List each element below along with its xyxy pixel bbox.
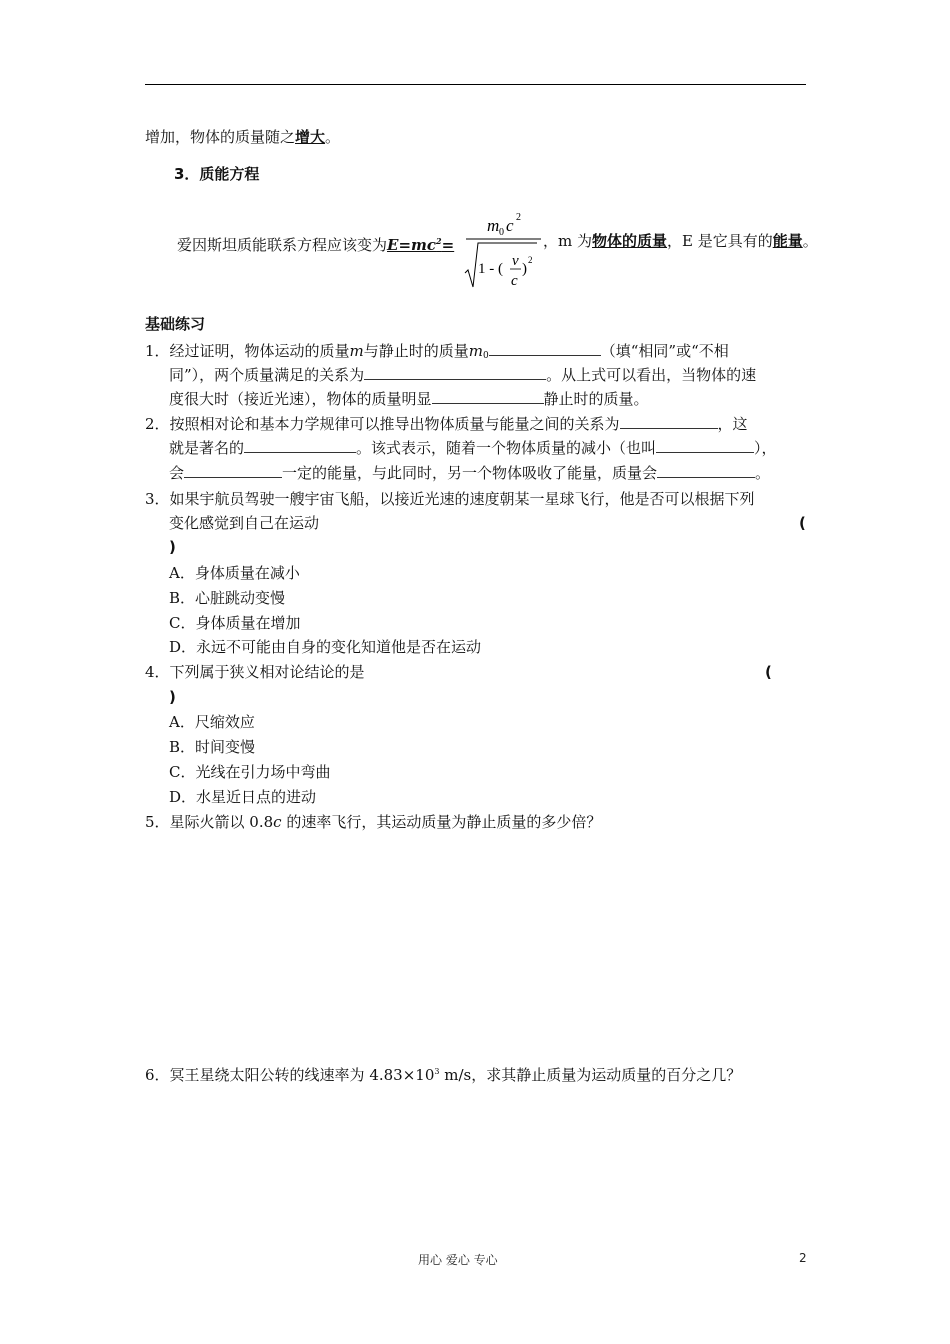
q4-paren-close: ) bbox=[169, 688, 176, 706]
q6-text-a: 6．冥王星绕太阳公转的线速率为 4.83×10 bbox=[145, 1066, 435, 1084]
exercises-heading: 基础练习 bbox=[145, 315, 206, 333]
q2-text-c: 就是著名的 bbox=[169, 439, 245, 457]
intro-text: 增加，物体的质量随之 bbox=[145, 128, 296, 146]
footer-slogan: 用心 爱心 专心 bbox=[418, 1253, 498, 1267]
q1-text-c: （填“相同”或“不相 bbox=[600, 342, 729, 360]
q2-blank-5[interactable] bbox=[657, 462, 755, 478]
q3-line2: 变化感觉到自己在运动 bbox=[169, 514, 320, 532]
q2-text-e: ）， bbox=[754, 439, 777, 457]
q3-paren-close: ) bbox=[169, 538, 176, 556]
intro-line bbox=[145, 126, 340, 148]
q4-option-a[interactable]: A．尺缩效应 bbox=[169, 713, 255, 731]
equation-sup: 2 bbox=[436, 236, 442, 246]
formula-den-sup: 2 bbox=[528, 255, 533, 265]
q5-line bbox=[145, 811, 601, 833]
q3-option-a[interactable]: A．身体质量在减小 bbox=[169, 564, 300, 582]
mass-energy-line-right bbox=[543, 230, 818, 252]
q1-text-e: 。从上式可以看出，当物体的速 bbox=[546, 366, 757, 384]
relativistic-mass-formula bbox=[463, 207, 543, 289]
q1-text-g: 静止时的质量。 bbox=[543, 390, 649, 408]
q1-blank-3[interactable] bbox=[432, 388, 544, 404]
q1-text-d: 同”），两个质量满足的关系为 bbox=[169, 366, 365, 384]
q1-m0: m bbox=[468, 342, 484, 360]
equation-intro: 爱因斯坦质能联系方程应该变为 bbox=[177, 236, 388, 254]
q2-line3 bbox=[169, 462, 770, 484]
q4-line1: 4．下列属于狭义相对论结论的是 bbox=[145, 663, 365, 681]
q2-line1 bbox=[145, 413, 748, 435]
equation-lhs bbox=[387, 236, 454, 254]
formula-den-close: ) bbox=[522, 261, 527, 277]
answer-mass: 物体的质量 bbox=[592, 232, 668, 250]
q2-text-g: 一定的能量，与此同时，另一个物体吸收了能量，质量会 bbox=[282, 464, 658, 482]
q1-blank-2[interactable] bbox=[364, 364, 546, 380]
q6-line bbox=[145, 1061, 741, 1086]
section-heading: 3．质能方程 bbox=[174, 165, 260, 183]
answer-increase: 增大 bbox=[295, 128, 326, 146]
equation-period: 。 bbox=[802, 232, 818, 250]
q1-line2 bbox=[169, 364, 756, 386]
q5-c: c bbox=[273, 813, 282, 831]
energy-label: ，E 是它具有的 bbox=[667, 232, 773, 250]
q3-line1: 3．如果宇航员驾驶一艘宇宙飞船，以接近光速的速度朝某一星球飞行，他是否可以根据下列 bbox=[145, 490, 755, 508]
q4-option-c[interactable]: C．光线在引力场中弯曲 bbox=[169, 763, 331, 781]
equation-emc: E=mc bbox=[387, 236, 437, 254]
answer-energy: 能量 bbox=[772, 232, 803, 250]
q5-text-a: 5．星际火箭以 0.8 bbox=[145, 813, 274, 831]
formula-svg bbox=[463, 207, 543, 289]
q1-text-f: 度很大时（接近光速），物体的质量明显 bbox=[169, 390, 432, 408]
q4-paren-open: ( bbox=[765, 663, 772, 681]
q3-option-b[interactable]: B．心脏跳动变慢 bbox=[169, 589, 286, 607]
q2-blank-4[interactable] bbox=[184, 462, 282, 478]
equation-equals: = bbox=[441, 236, 455, 254]
q1-blank-1[interactable] bbox=[489, 340, 601, 356]
q6-text-b: m/s，求其静止质量为运动质量的百分之几？ bbox=[439, 1066, 742, 1084]
q1-m: m bbox=[349, 342, 364, 360]
q2-text-h: 。 bbox=[755, 464, 771, 482]
q3-option-d[interactable]: D．永远不可能由自身的变化知道他是否在运动 bbox=[169, 638, 482, 656]
mass-energy-line-left bbox=[177, 230, 454, 256]
q2-text-f: 会 bbox=[169, 464, 185, 482]
formula-num-m: m bbox=[487, 216, 500, 235]
q2-line2 bbox=[169, 437, 777, 459]
q3-paren-open: ( bbox=[799, 514, 806, 532]
q1-text-a: 1．经过证明，物体运动的质量 bbox=[145, 342, 350, 360]
q2-blank-3[interactable] bbox=[656, 437, 754, 453]
formula-num-sub: 0 bbox=[499, 227, 504, 238]
intro-period: 。 bbox=[325, 128, 341, 146]
header-rule bbox=[145, 84, 806, 85]
q6-exponent: 3 bbox=[434, 1067, 440, 1076]
q2-blank-1[interactable] bbox=[620, 413, 718, 429]
q2-text-d: 。该式表示，随着一个物体质量的减小（也叫 bbox=[356, 439, 657, 457]
formula-den-one: 1 - ( bbox=[478, 261, 503, 277]
q1-line3 bbox=[169, 388, 649, 410]
q2-text-a: 2．按照相对论和基本力学规律可以推导出物体质量与能量之间的关系为 bbox=[145, 415, 620, 433]
formula-num-sup: 2 bbox=[516, 212, 521, 223]
mass-label: ，m 为 bbox=[543, 232, 592, 250]
formula-den-v: v bbox=[512, 253, 519, 269]
q2-text-b: ，这 bbox=[717, 415, 748, 433]
formula-den-c: c bbox=[511, 273, 518, 289]
q2-blank-2[interactable] bbox=[244, 437, 356, 453]
formula-num-c: c bbox=[506, 216, 514, 235]
q3-option-c[interactable]: C．身体质量在增加 bbox=[169, 614, 301, 632]
q4-option-d[interactable]: D．水星近日点的进动 bbox=[169, 788, 317, 806]
q1-line1 bbox=[145, 340, 729, 367]
q1-m0-sub: 0 bbox=[483, 351, 489, 361]
q4-option-b[interactable]: B．时间变慢 bbox=[169, 738, 256, 756]
q5-text-b: 的速率飞行，其运动质量为静止质量的多少倍？ bbox=[281, 813, 602, 831]
page-number: 2 bbox=[799, 1251, 807, 1265]
q1-text-b: 与静止时的质量 bbox=[363, 342, 469, 360]
